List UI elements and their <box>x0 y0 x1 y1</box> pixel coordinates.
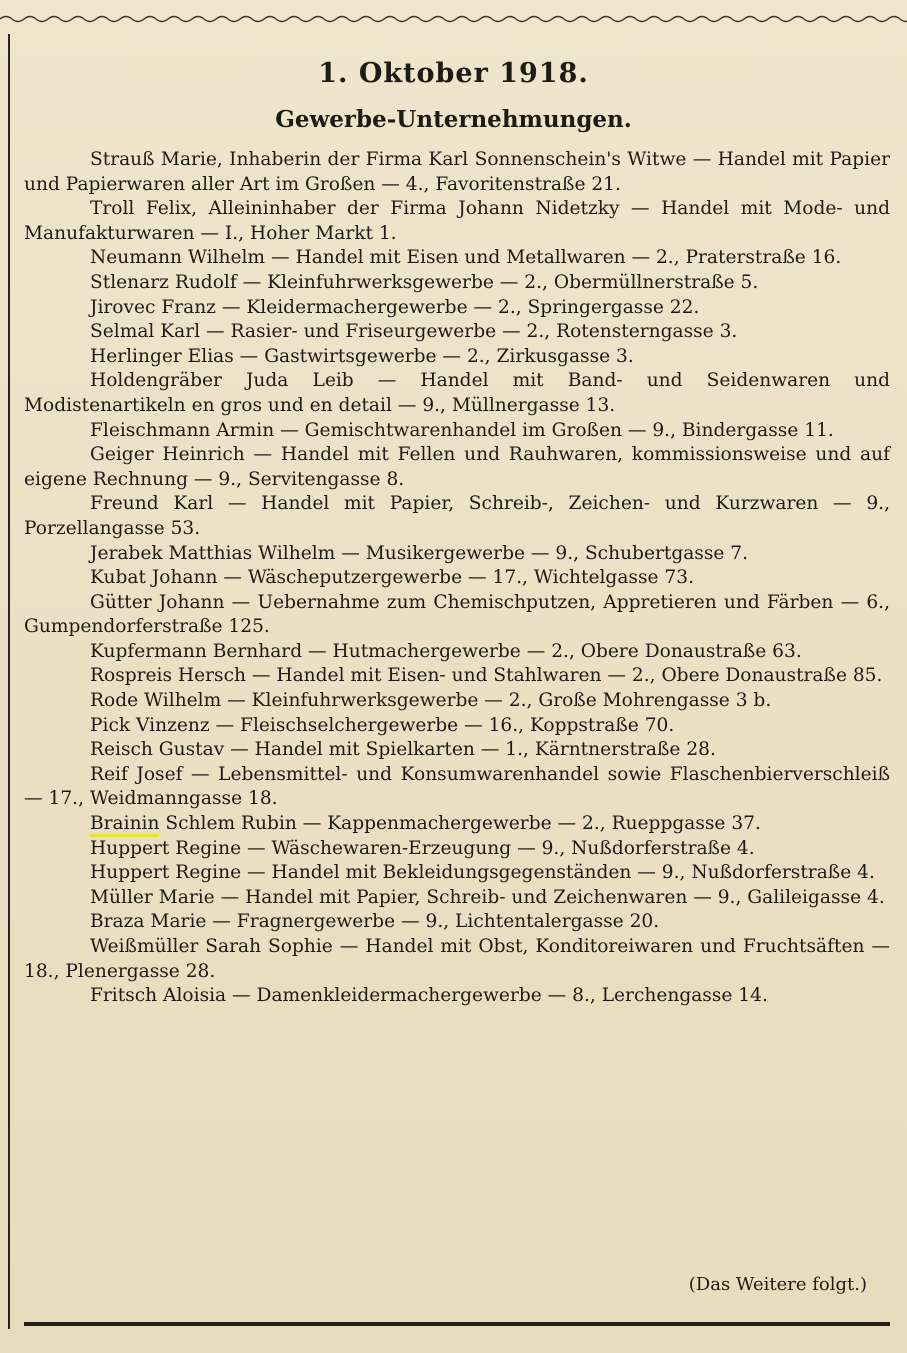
entry-text: Jerabek Matthias Wilhelm — Musikergewerbe — 9., Schubertgasse 7. <box>90 542 749 564</box>
top-ornamental-rule <box>0 14 907 24</box>
date-heading: 1. Oktober 1918. <box>318 58 589 89</box>
entry-text: Fritsch Aloisia — Damenkleidermachergewerbe — 8., Lerchengasse 14. <box>90 985 768 1007</box>
list-item <box>24 197 890 246</box>
entry-text: Herlinger Elias — Gastwirtsgewerbe — 2., Zirkusgasse 3. <box>90 345 634 367</box>
continued-note: (Das Weitere folgt.) <box>688 1274 867 1295</box>
list-item <box>24 714 890 739</box>
entry-text: Braza Marie — Fragnergewerbe — 9., Lichtentalergasse 20. <box>90 911 660 933</box>
list-item <box>24 542 890 567</box>
list-item <box>24 345 890 370</box>
entry-text: Holdengräber Juda Leib — Handel mit Band- und Seidenwaren und Modistenartikeln en gros und en detail — 9., Müllnergasse 13. <box>24 370 890 416</box>
list-item <box>24 320 890 345</box>
list-item <box>24 837 890 862</box>
entry-text: Selmal Karl — Rasier- und Friseurgewerbe — 2., Rotensterngasse 3. <box>90 321 738 343</box>
entry-list <box>24 148 890 1009</box>
list-item <box>24 640 890 665</box>
list-item <box>24 763 890 812</box>
list-item <box>24 738 890 763</box>
entry-text: Huppert Regine — Handel mit Bekleidungsgegenständen — 9., Nußdorferstraße 4. <box>90 862 875 884</box>
list-item <box>24 664 890 689</box>
entry-text: Rode Wilhelm — Kleinfuhrwerksgewerbe — 2., Große Mohrengasse 3 b. <box>90 690 772 712</box>
list-item <box>24 861 890 886</box>
list-item <box>24 443 890 492</box>
list-item <box>24 935 890 984</box>
entry-text: Kubat Johann — Wäscheputzergewerbe — 17., Wichtelgasse 73. <box>90 567 694 589</box>
list-item <box>24 812 890 837</box>
list-item <box>24 271 890 296</box>
entry-text: Kupfermann Bernhard — Hutmachergewerbe — 2., Obere Donaustraße 63. <box>90 640 802 662</box>
entry-text: Fleischmann Armin — Gemischtwarenhandel im Großen — 9., Bindergasse 11. <box>90 419 834 441</box>
entry-text: Schlem Rubin — Kappenmachergewerbe — 2., Rueppgasse 37. <box>159 813 761 835</box>
left-column-rule <box>8 34 10 1329</box>
entry-text: Troll Felix, Alleininhaber der Firma Johann Nidetzky — Handel mit Mode- und Manufakturwaren — I., Hoher Markt 1. <box>24 198 890 244</box>
entry-text: Pick Vinzenz — Fleischselchergewerbe — 16., Koppstraße 70. <box>90 714 675 736</box>
entry-text: Jirovec Franz — Kleidermachergewerbe — 2., Springergasse 22. <box>90 296 700 318</box>
list-item <box>24 886 890 911</box>
list-item <box>24 369 890 418</box>
entry-text: Reisch Gustav — Handel mit Spielkarten — 1., Kärntnerstraße 28. <box>90 739 716 761</box>
list-item <box>24 492 890 541</box>
list-item <box>24 566 890 591</box>
entry-text: Freund Karl — Handel mit Papier, Schreib-, Zeichen- und Kurzwaren — 9., Porzellangasse 53. <box>24 493 890 539</box>
list-item <box>24 591 890 640</box>
entry-text: Rospreis Hersch — Handel mit Eisen- und Stahlwaren — 2., Obere Donaustraße 85. <box>90 665 883 687</box>
list-item <box>24 246 890 271</box>
section-heading: Gewerbe-Unternehmungen. <box>275 106 632 133</box>
entry-text: Müller Marie — Handel mit Papier, Schreib- und Zeichenwaren — 9., Galileigasse 4. <box>90 886 885 908</box>
list-item <box>24 984 890 1009</box>
bottom-rule <box>24 1322 890 1326</box>
list-item <box>24 689 890 714</box>
entry-text: Gütter Johann — Uebernahme zum Chemischputzen, Appretieren und Färben — 6., Gumpendorferstraße 125. <box>24 591 890 638</box>
list-item <box>24 148 890 197</box>
entry-text: Huppert Regine — Wäschewaren-Erzeugung — 9., Nußdorferstraße 4. <box>90 837 755 859</box>
entry-text: Geiger Heinrich — Handel mit Fellen und Rauhwaren, kommissionsweise und auf eigene Rechnung — 9., Servitengasse 8. <box>24 444 890 490</box>
entry-text: Weißmüller Sarah Sophie — Handel mit Obst, Konditoreiwaren und Fruchtsäften — 18., Plenergasse 28. <box>24 936 890 982</box>
entry-text: Reif Josef — Lebensmittel- und Konsumwarenhandel sowie Flaschenbierverschleiß — 17., Weidmanngasse 18. <box>24 763 890 810</box>
highlighted-name: Brainin <box>90 813 159 837</box>
entry-text: Neumann Wilhelm — Handel mit Eisen und Metallwaren — 2., Praterstraße 16. <box>90 247 842 269</box>
list-item <box>24 419 890 444</box>
entry-text: Stlenarz Rudolf — Kleinfuhrwerksgewerbe — 2., Obermüllnerstraße 5. <box>90 271 759 293</box>
list-item <box>24 296 890 321</box>
entry-text: Strauß Marie, Inhaberin der Firma Karl Sonnenschein's Witwe — Handel mit Papier und Papierwaren aller Art im Großen — 4., Favoritenstraße 21. <box>24 149 890 195</box>
list-item <box>24 910 890 935</box>
